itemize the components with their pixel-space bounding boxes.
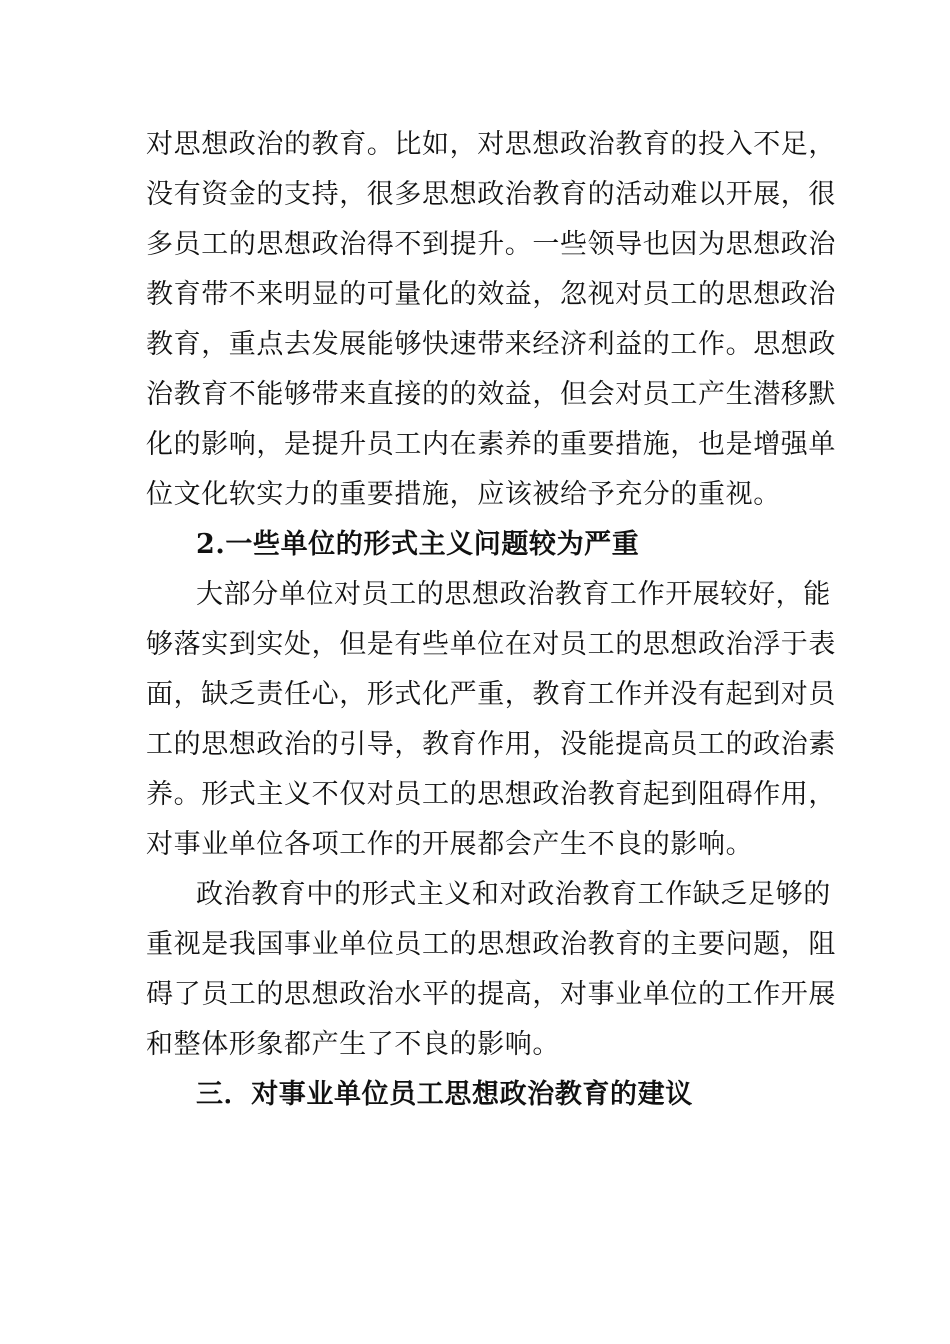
paragraph-1-line-6: 治教育不能够带来直接的的效益，但会对员工产生潜移默 <box>146 379 836 410</box>
paragraph-2-line-3: 面，缺乏责任心，形式化严重，教育工作并没有起到对员 <box>146 679 836 710</box>
paragraph-3-line-3: 碍了员工的思想政治水平的提高，对事业单位的工作开展 <box>146 979 836 1010</box>
section-heading-2: 2.一些单位的形式主义问题较为严重 <box>196 529 640 560</box>
paragraph-1-line-4: 教育带不来明显的可量化的效益，忽视对员工的思想政治 <box>146 279 836 310</box>
paragraph-3-line-2: 重视是我国事业单位员工的思想政治教育的主要问题，阻 <box>146 929 836 960</box>
paragraph-2-line-1: 大部分单位对员工的思想政治教育工作开展较好，能 <box>196 579 831 610</box>
section-heading-3: 三．对事业单位员工思想政治教育的建议 <box>196 1079 693 1110</box>
paragraph-1-line-3: 多员工的思想政治得不到提升。一些领导也因为思想政治 <box>146 229 836 260</box>
paragraph-2-line-2: 够落实到实处，但是有些单位在对员工的思想政治浮于表 <box>146 629 836 660</box>
paragraph-1-line-8: 位文化软实力的重要措施，应该被给予充分的重视。 <box>146 479 781 510</box>
paragraph-1-line-5: 教育，重点去发展能够快速带来经济利益的工作。思想政 <box>146 329 836 360</box>
paragraph-1-line-7: 化的影响，是提升员工内在素养的重要措施，也是增强单 <box>146 429 836 460</box>
paragraph-1-line-2: 没有资金的支持，很多思想政治教育的活动难以开展，很 <box>146 179 836 210</box>
paragraph-2-line-5: 养。形式主义不仅对员工的思想政治教育起到阻碍作用， <box>146 779 836 810</box>
paragraph-2-line-4: 工的思想政治的引导，教育作用，没能提高员工的政治素 <box>146 729 836 760</box>
paragraph-1-line-1: 对思想政治的教育。比如，对思想政治教育的投入不足， <box>146 129 836 160</box>
paragraph-3-line-1: 政治教育中的形式主义和对政治教育工作缺乏足够的 <box>196 879 831 910</box>
paragraph-2-line-6: 对事业单位各项工作的开展都会产生不良的影响。 <box>146 829 754 860</box>
paragraph-3-line-4: 和整体形象都产生了不良的影响。 <box>146 1029 560 1060</box>
